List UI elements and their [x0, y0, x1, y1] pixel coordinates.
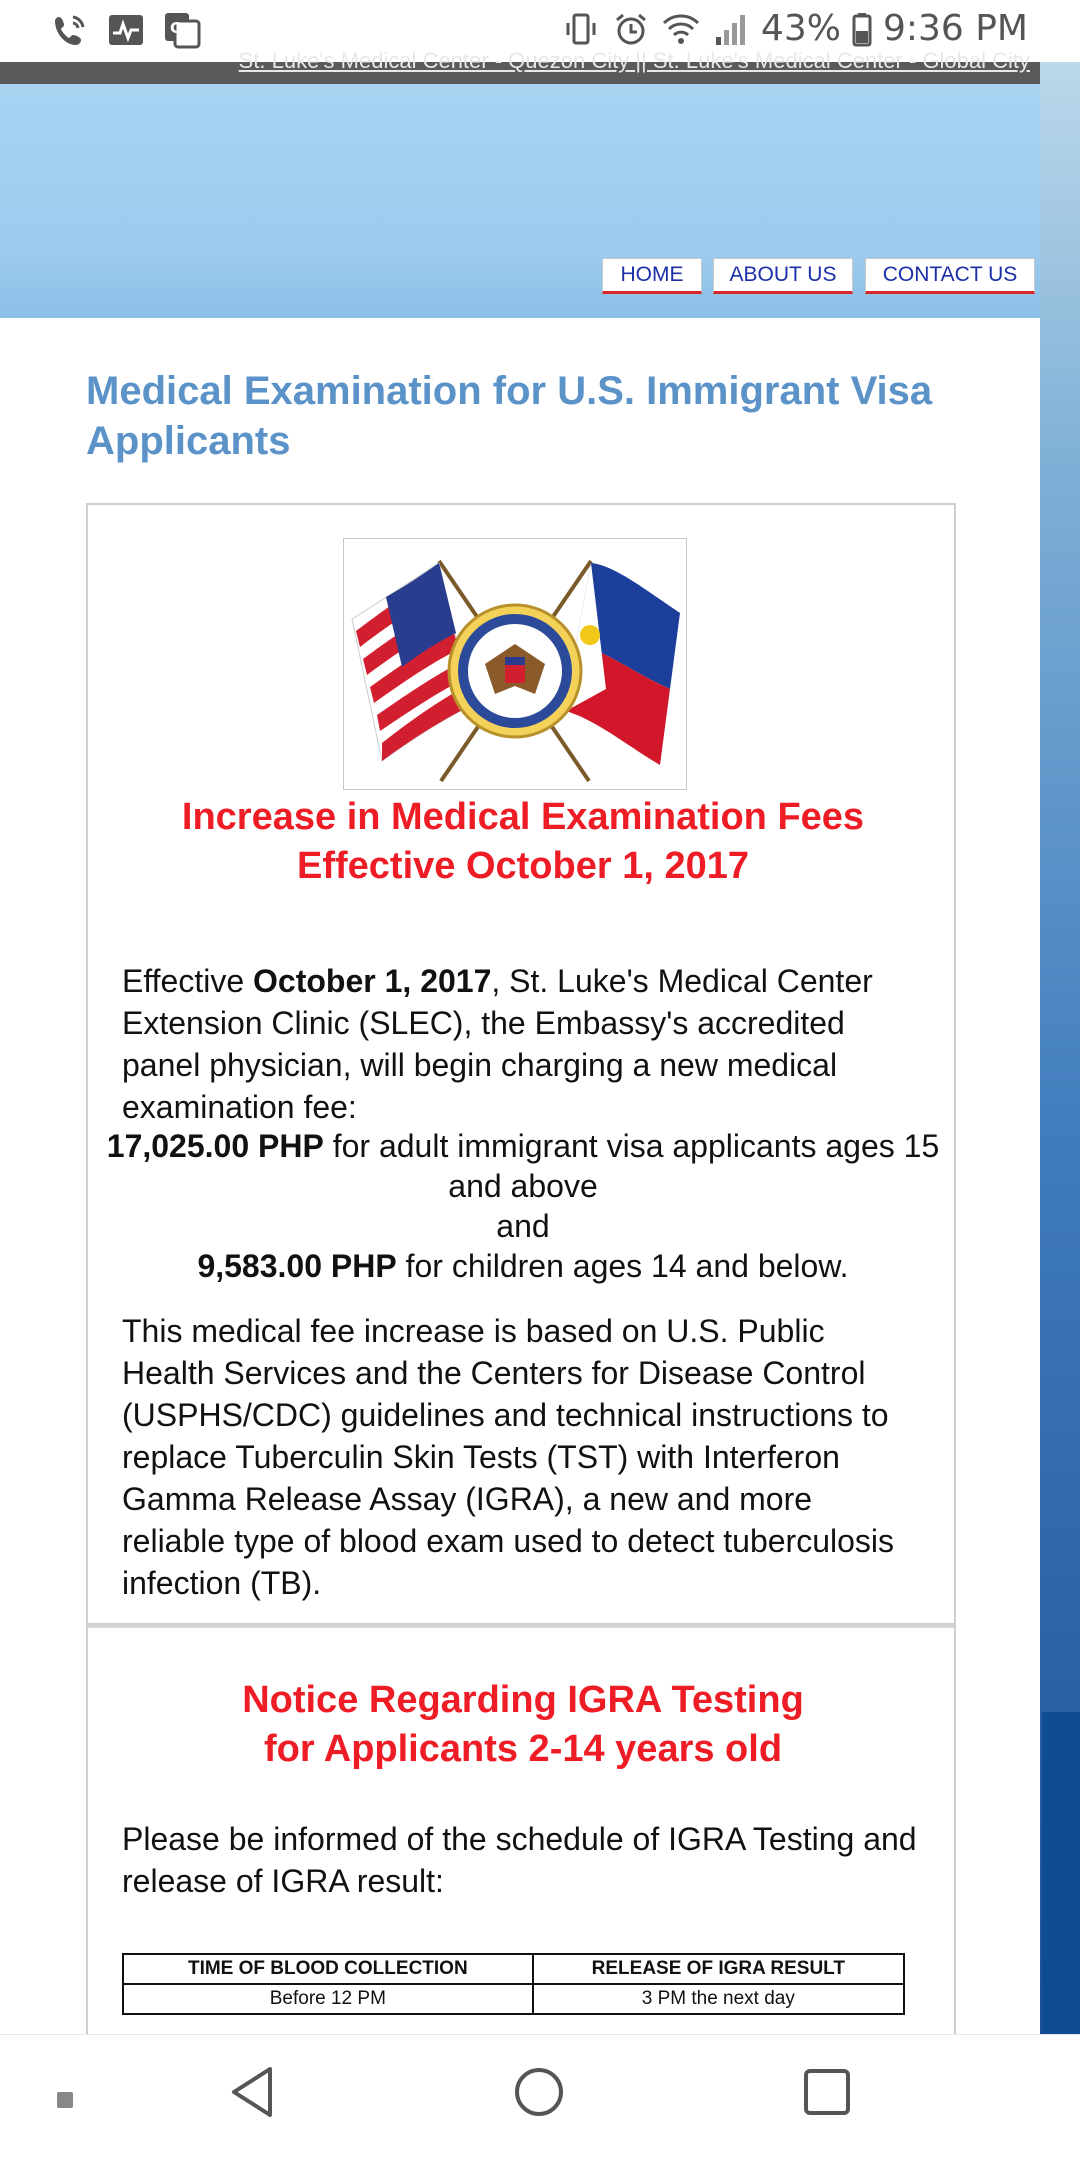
adult-fee-text: for adult immigrant visa applicants ages 15 and above: [323, 1128, 940, 1204]
translate-icon: [162, 10, 202, 50]
embassy-flags-image: [343, 538, 687, 790]
vibrate-icon: [561, 9, 601, 49]
fee-amounts: [88, 1126, 958, 1286]
table-header-release: RELEASE OF IGRA RESULT: [533, 1954, 904, 1984]
page-title: Medical Examination for U.S. Immigrant Visa Applicants: [86, 369, 933, 463]
child-fee-line: [88, 1246, 958, 1286]
svg-text:G: G: [170, 19, 183, 37]
system-status: [561, 8, 1028, 49]
igra-schedule-table: [122, 1953, 905, 2015]
table-cell: Before 12 PM: [123, 1984, 533, 2014]
embassy-seal-icon: [449, 605, 581, 737]
nav-contact-us[interactable]: CONTACT US: [865, 258, 1035, 294]
fee-increase-heading: [88, 793, 958, 891]
fee-explanation-paragraph: This medical fee increase is based on U.S. Public Health Services and the Centers for Disease Control (USPHS/CDC) guidelines and technical instructions to replace Tuberculin Skin Tests (TST) with Interferon Gamma Release Assay (IGRA), a new and more reliable type of blood exam used to detect tuberculosis infection (TB).: [122, 1313, 895, 1601]
back-icon[interactable]: [228, 2065, 276, 2124]
battery-icon: [851, 9, 873, 49]
child-fee-text: for children ages 14 and below.: [396, 1248, 849, 1284]
battery-percent: 43%: [760, 8, 841, 49]
fee-and: and: [496, 1208, 550, 1244]
adult-fee-line: [88, 1126, 958, 1206]
phone-wifi-icon: [50, 10, 90, 50]
pulse-icon: [106, 10, 146, 50]
igra-heading-line1: Notice Regarding IGRA Testing: [242, 1679, 804, 1721]
top-links-bar: [0, 48, 1040, 84]
intro-rest: , St. Luke's Medical Center Extension Clinic (SLEC), the Embassy's accredited panel physician, will begin charging a new medical examination fee:: [122, 963, 873, 1125]
hospital-links[interactable]: St. Luke's Medical Center - Quezon City || St. Luke's Medical Center - Global City: [238, 48, 1030, 73]
wifi-icon: [661, 9, 701, 49]
scrollbar-thumb[interactable]: [1042, 1712, 1080, 2034]
nav-about-us[interactable]: ABOUT US: [713, 258, 853, 294]
nav-home[interactable]: HOME: [602, 258, 702, 294]
table-header-collection: TIME OF BLOOD COLLECTION: [123, 1954, 533, 1984]
igra-heading-line2: for Applicants 2-14 years old: [263, 1728, 783, 1770]
table-cell: 3 PM the next day: [533, 1984, 904, 2014]
alarm-icon: [611, 9, 651, 49]
philippine-flag-icon: [566, 563, 680, 765]
menu-dot-icon[interactable]: [56, 2091, 74, 2114]
recents-icon[interactable]: [802, 2065, 852, 2124]
intro-date: October 1, 2017: [253, 963, 492, 999]
fee-heading-line1: Increase in Medical Examination Fees: [181, 796, 865, 838]
fee-intro-paragraph: [122, 960, 922, 1128]
signal-icon: [711, 9, 751, 49]
table-row: [123, 1984, 904, 2014]
fee-heading-line2: Effective October 1, 2017: [297, 845, 749, 887]
home-icon[interactable]: [514, 2065, 564, 2124]
igra-schedule-paragraph: Please be informed of the schedule of IGRA Testing and release of IGRA result:: [122, 1821, 917, 1899]
notification-icons: [50, 10, 202, 50]
igra-heading: [88, 1676, 958, 1774]
clock: 9:36 PM: [882, 8, 1028, 49]
fee-notice-box: [86, 503, 956, 1625]
intro-prefix: Effective: [122, 963, 254, 999]
child-fee: 9,583.00 PHP: [197, 1248, 397, 1284]
system-nav-bar: [0, 2034, 1080, 2160]
web-page[interactable]: [0, 48, 1040, 2034]
adult-fee: 17,025.00 PHP: [106, 1128, 324, 1164]
